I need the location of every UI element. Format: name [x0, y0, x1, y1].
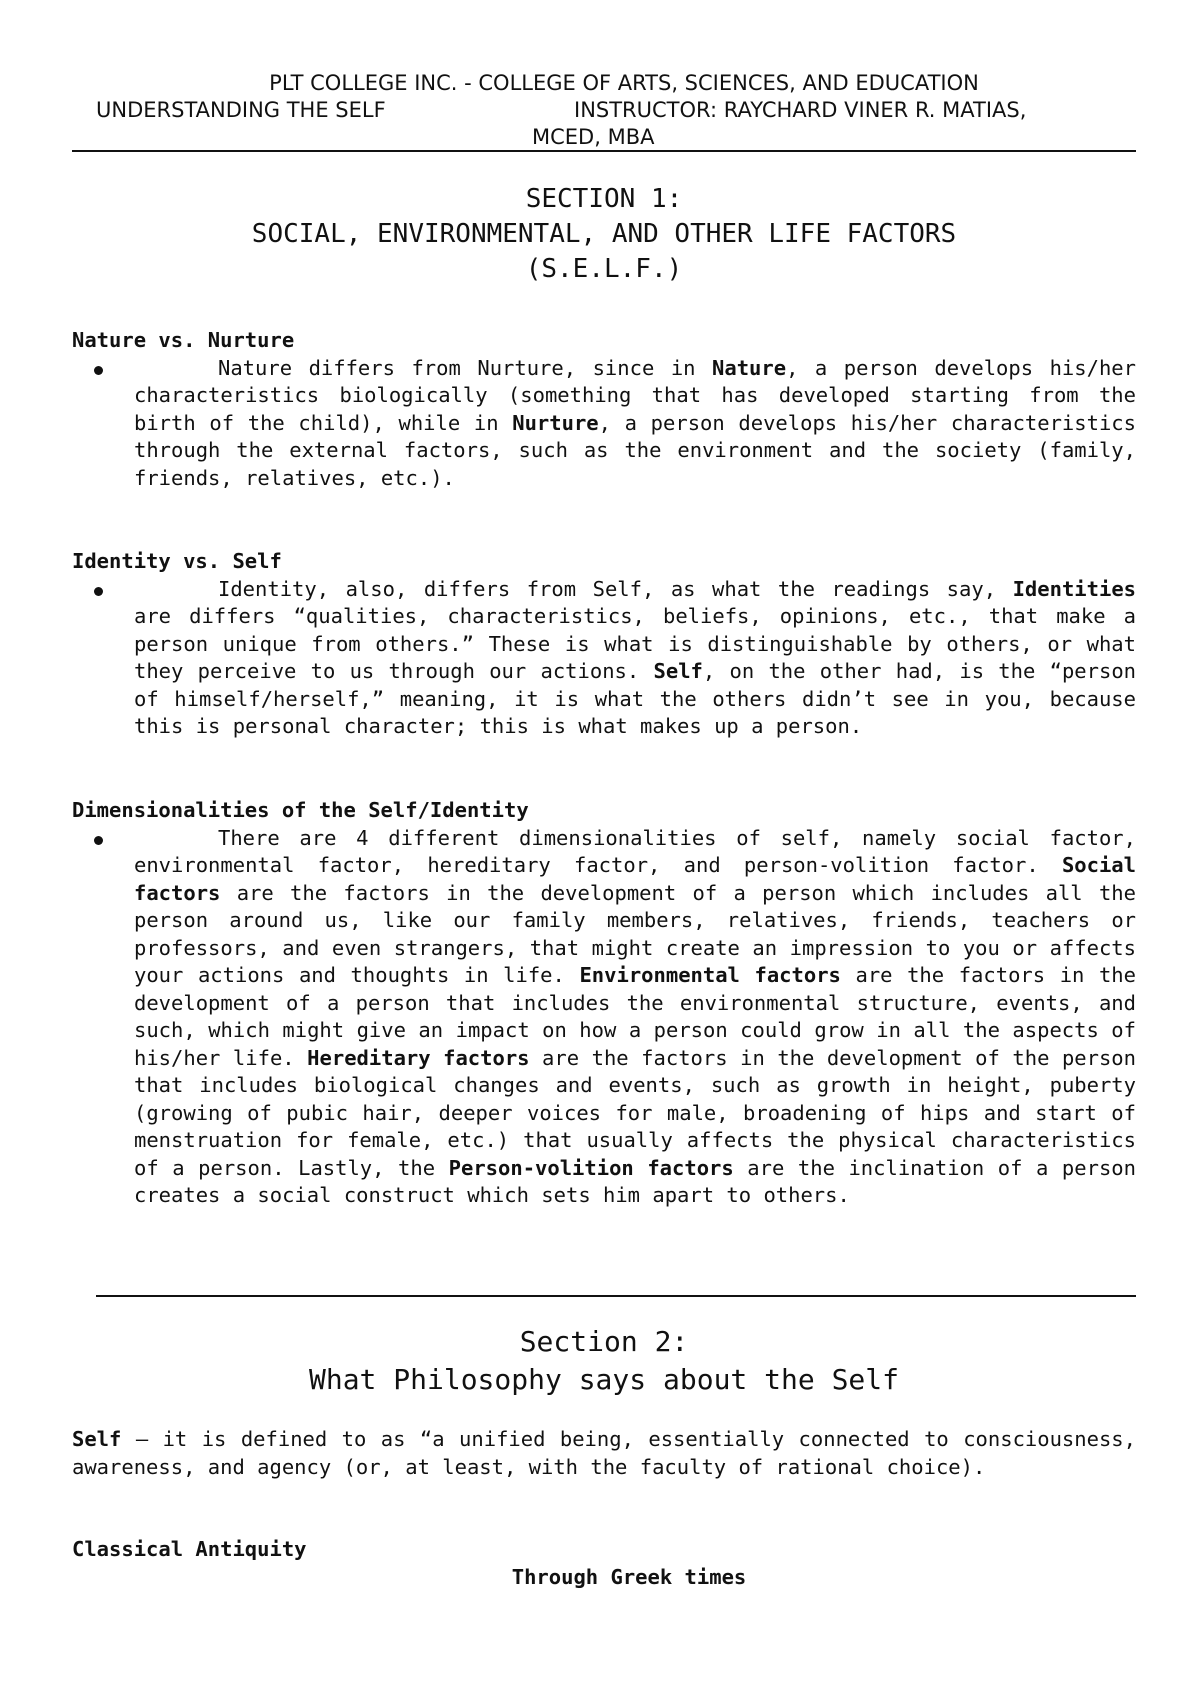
- self-definition-paragraph: Self – it is defined to as “a unified being, essentially connected to consciousness, awareness, and agency (or, at least, with the faculty of rational choice).: [72, 1427, 1136, 1479]
- self-definition: [72, 1426, 1136, 1481]
- section1-title: [72, 182, 1136, 287]
- list-item: [72, 825, 1136, 1210]
- list-item: [72, 576, 1136, 741]
- section1-title-line2: SOCIAL, ENVIRONMENTAL, AND OTHER LIFE FACTORS: [251, 219, 957, 249]
- classical-heading: Classical Antiquity: [72, 1537, 307, 1561]
- course-instructor-line: [72, 97, 1136, 124]
- classical-antiquity-section: [72, 1536, 1136, 1591]
- section-divider: [96, 1295, 1136, 1297]
- bullet-icon: [94, 836, 103, 845]
- section2-title: [72, 1323, 1136, 1399]
- identity-vs-self-section: [72, 548, 1136, 741]
- identity-paragraph: Identity, also, differs from Self, as what the readings say, Identities are differs “qualities, characteristics, beliefs, opinions, etc., that make a person unique from others.” These is what is distinguishable by others, or what they perceive to us through our actions. Self, on the other had, is the “person of himself/herself,” meaning, it is what the others didn’t see in you, because this is personal character; this is what makes up a person.: [134, 576, 1136, 738]
- course-name: UNDERSTANDING THE SELF: [96, 98, 386, 122]
- identity-heading: Identity vs. Self: [72, 549, 282, 573]
- dimensionalities-paragraph: There are 4 different dimensionalities of self, namely social factor, environmental factor, hereditary factor, and person-volition factor. Social factors are the factors in the development of a person which includes all the person around us, like our family members, relatives, friends, teachers or professors, and even strangers, that might create an impression to you or affects your actions and thoughts in life. Environmental factors are the factors in the development of a person that includes the environmental structure, events, and such, which might give an impact on how a person could grow in all the aspects of his/her life. Hereditary factors are the factors in the development of the person that includes biological changes and events, such as growth in height, puberty (growing of pubic hair, deeper voices for male, broadening of hips and start of menstruation for female, etc.) that usually affects the physical characteristics of a person. Lastly, the Person-volition factors are the inclination of a person creates a social construct which sets him apart to others.: [134, 825, 1136, 1207]
- instructor-name: INSTRUCTOR: RAYCHARD VINER R. MATIAS,: [574, 98, 1027, 122]
- nature-heading: Nature vs. Nurture: [72, 328, 295, 352]
- instructor-credentials: MCED, MBA: [532, 125, 655, 149]
- bullet-icon: [94, 587, 103, 596]
- dimensionalities-section: [72, 797, 1136, 1210]
- nature-vs-nurture-section: [72, 327, 1136, 492]
- header-divider: [72, 150, 1136, 152]
- self-term: Self: [72, 1427, 122, 1451]
- bullet-icon: [94, 366, 103, 375]
- dimensionalities-heading: Dimensionalities of the Self/Identity: [72, 798, 529, 822]
- section1-title-line1: SECTION 1:: [525, 184, 683, 214]
- section1-title-line3: (S.E.L.F.): [525, 254, 683, 284]
- page-header: [72, 70, 1136, 151]
- section2-title-line2: What Philosophy says about the Self: [308, 1363, 899, 1396]
- section2-title-line1: Section 2:: [519, 1325, 689, 1358]
- college-line: PLT COLLEGE INC. - COLLEGE OF ARTS, SCIENCES, AND EDUCATION: [269, 71, 979, 95]
- nature-paragraph: Nature differs from Nurture, since in Nature, a person develops his/her characteristics biologically (something that has developed starting from the birth of the child), while in Nurture, a person develops his/her characteristics through the external factors, such as the environment and the society (family, friends, relatives, etc.).: [134, 355, 1136, 490]
- greek-subheading: Through Greek times: [511, 1564, 747, 1589]
- list-item: [72, 355, 1136, 493]
